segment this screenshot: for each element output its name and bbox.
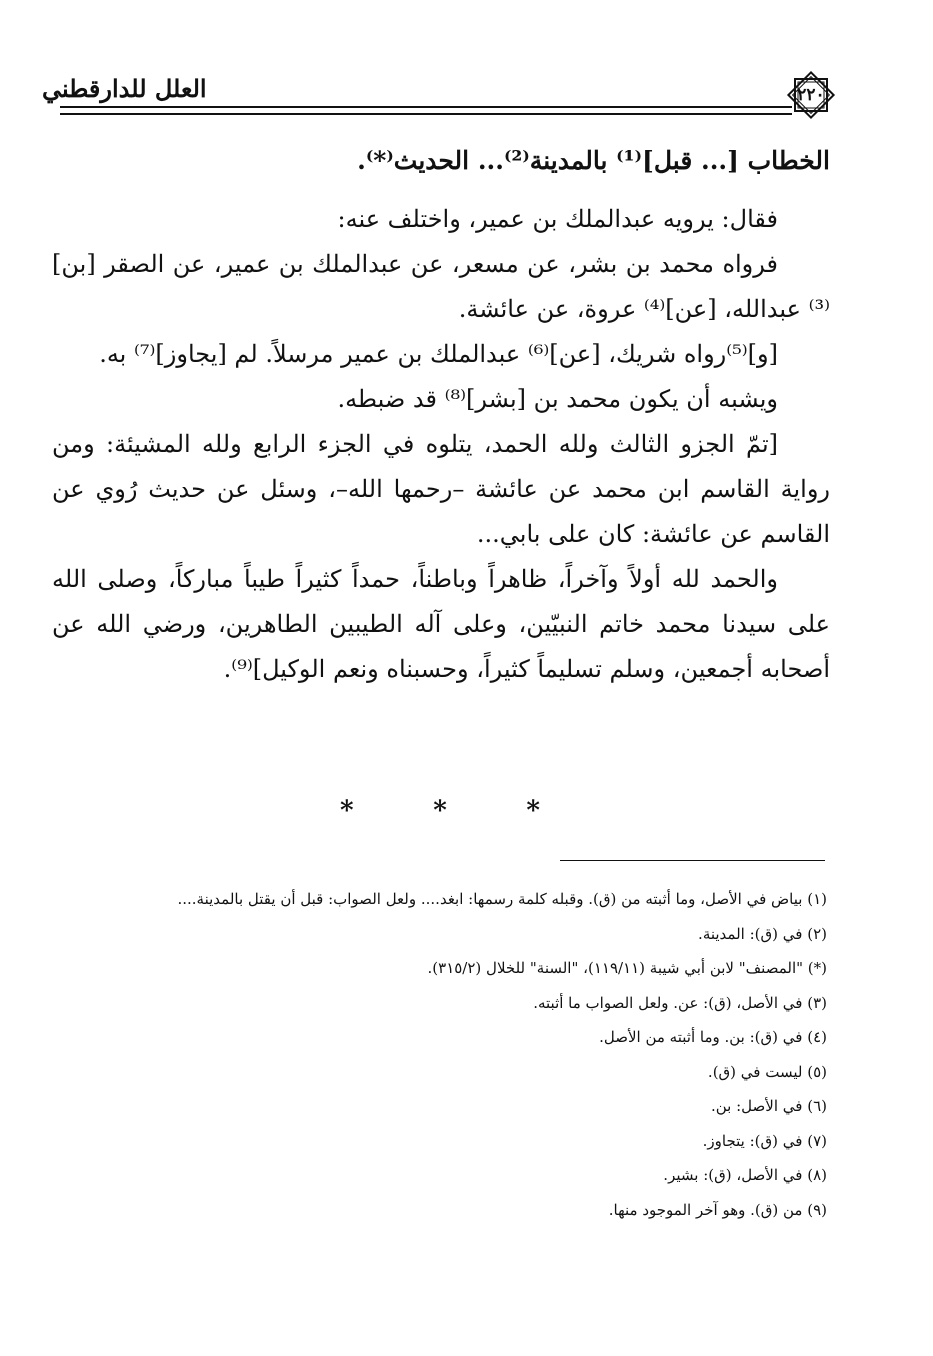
- star-mark: *: [340, 796, 354, 826]
- paragraph: فقال: يرويه عبدالملك بن عمير، واختلف عنه:: [337, 205, 778, 233]
- star-mark: *: [433, 796, 447, 826]
- footnotes: [90, 882, 827, 1227]
- paragraph: ويشبه أن يكون محمد بن [بشر]⁽⁸⁾ قد ضبطه.: [337, 385, 778, 413]
- footnote-rule: [560, 860, 825, 861]
- section-separator: [340, 796, 540, 826]
- footnote: (٢) في (ق): المدينة.: [698, 924, 827, 943]
- paragraph: [و]⁽⁵⁾رواه شريك، [عن]⁽⁶⁾ عبدالملك بن عمير مرسلاً. لم [يجاوز]⁽⁷⁾ به.: [99, 340, 778, 368]
- page-number-badge: [786, 70, 836, 120]
- paragraph: [تمّ الجزو الثالث ولله الحمد، يتلوه في الجزء الرابع ولله المشيئة: ومن رواية القاسم ابن محمد عن عائشة –رحمها الله–، وسئل عن حديث رُوي عن القاسم عن عائشة: كان على بابي...: [52, 430, 830, 548]
- footnote: (*) "المصنف" لابن أبي شيبة (١١٩/١١)، "السنة" للخلال (٣١٥/٢).: [427, 959, 827, 977]
- footnote: (٧) في (ق): يتجاوز.: [702, 1131, 827, 1150]
- main-text: [52, 138, 830, 692]
- header-rule: [60, 106, 792, 115]
- footnote: (٤) في (ق): بن. وما أثبته من الأصل.: [599, 1028, 827, 1046]
- star-mark: *: [526, 796, 540, 826]
- paragraph: فرواه محمد بن بشر، عن مسعر، عن عبدالملك بن عمير، عن الصقر [بن]⁽³⁾ عبدالله، [عن]⁽⁴⁾ عروة، عن عائشة.: [52, 250, 830, 323]
- footnote: (١) بياض في الأصل، وما أثبته من (ق). وقبله كلمة رسمها: ابغد.... ولعل الصواب: قبل أن يقتل بالمدينة....: [177, 890, 827, 908]
- lead-line: الخطاب [... قبل]⁽¹⁾ بالمدينة⁽²⁾... الحديث⁽*⁾.: [357, 146, 830, 175]
- paragraph: والحمد لله أولاً وآخراً، ظاهراً وباطناً، حمداً كثيراً طيباً مباركاً، وصلى الله على سيدنا محمد خاتم النبيّين، وعلى آله الطيبين الطاهرين، ورضي الله عن أصحابه أجمعين، وسلم تسليماً كثيراً، وحسبناه ونعم الوكيل]⁽⁹⁾.: [52, 565, 830, 683]
- footnote: (٦) في الأصل: بن.: [711, 1097, 827, 1115]
- footnote: (٣) في الأصل، (ق): عن. ولعل الصواب ما أثبته.: [533, 993, 827, 1012]
- footnote: (٥) ليست في (ق).: [707, 1062, 827, 1081]
- footnote: (٩) من (ق). وهو آخر الموجود منها.: [608, 1200, 827, 1219]
- book-title: العلل للدارقطني: [42, 74, 207, 103]
- footnote: (٨) في الأصل، (ق): بشير.: [663, 1166, 827, 1184]
- page-number: ٢٢٠: [797, 85, 825, 105]
